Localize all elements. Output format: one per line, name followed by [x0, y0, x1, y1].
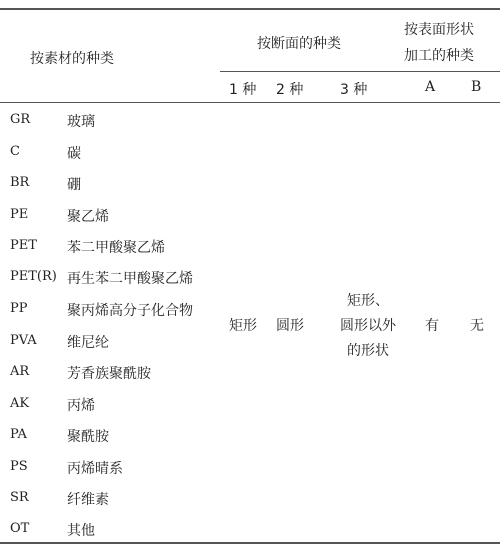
material-name: 丙烯晴系 — [67, 461, 123, 477]
section-1-value: 矩形 — [229, 318, 257, 334]
material-name: 硼 — [67, 177, 81, 193]
material-code: GR — [10, 112, 31, 127]
section-3-value-line3: 的形状 — [347, 343, 389, 359]
surface-a-value: 有 — [425, 318, 439, 334]
material-name: 维尼纶 — [67, 335, 109, 351]
material-code: AR — [10, 364, 30, 379]
surface-type-header-line2: 加工的种类 — [404, 48, 474, 64]
top-rule — [0, 8, 500, 10]
material-code: PET — [10, 238, 37, 253]
section-type-header: 按断面的种类 — [257, 36, 341, 52]
material-code: AK — [10, 396, 30, 411]
section-3-value-line2: 圆形以外 — [340, 318, 396, 334]
surface-b-value: 无 — [470, 318, 484, 334]
material-name: 聚乙烯 — [67, 209, 109, 225]
material-code: SR — [10, 490, 29, 505]
material-name: 再生苯二甲酸聚乙烯 — [67, 271, 193, 287]
material-name: 聚丙烯高分子化合物 — [67, 303, 193, 319]
material-code: PP — [10, 301, 28, 316]
header-bottom-rule — [0, 102, 500, 103]
material-code: OT — [10, 521, 30, 536]
material-code: PE — [10, 207, 29, 222]
material-name: 其他 — [67, 523, 95, 539]
section-col-3: 3 种 — [340, 82, 368, 98]
surface-col-a: A — [425, 79, 436, 95]
material-code: PA — [10, 427, 27, 442]
section-col-1: 1 种 — [229, 82, 257, 98]
surface-col-b: B — [471, 79, 482, 95]
material-code: PVA — [10, 333, 37, 348]
material-code: PS — [10, 459, 28, 474]
material-name: 玻璃 — [67, 114, 95, 130]
section-col-2: 2 种 — [276, 82, 304, 98]
material-type-header: 按素材的种类 — [30, 51, 114, 67]
material-name: 聚酰胺 — [67, 429, 109, 445]
material-code: C — [10, 144, 20, 159]
material-code: PET(R) — [10, 269, 57, 284]
material-name: 苯二甲酸聚乙烯 — [67, 240, 165, 256]
section-2-value: 圆形 — [276, 318, 304, 334]
bottom-rule — [0, 542, 500, 544]
material-name: 纤维素 — [67, 492, 109, 508]
surface-type-header-line1: 按表面形状 — [404, 22, 474, 38]
section-3-value-line1: 矩形、 — [347, 293, 389, 309]
material-name: 芳香族聚酰胺 — [67, 366, 151, 382]
material-name: 丙烯 — [67, 398, 95, 414]
material-code: BR — [10, 175, 30, 190]
material-name: 碳 — [67, 146, 81, 162]
subheader-rule — [220, 71, 500, 72]
